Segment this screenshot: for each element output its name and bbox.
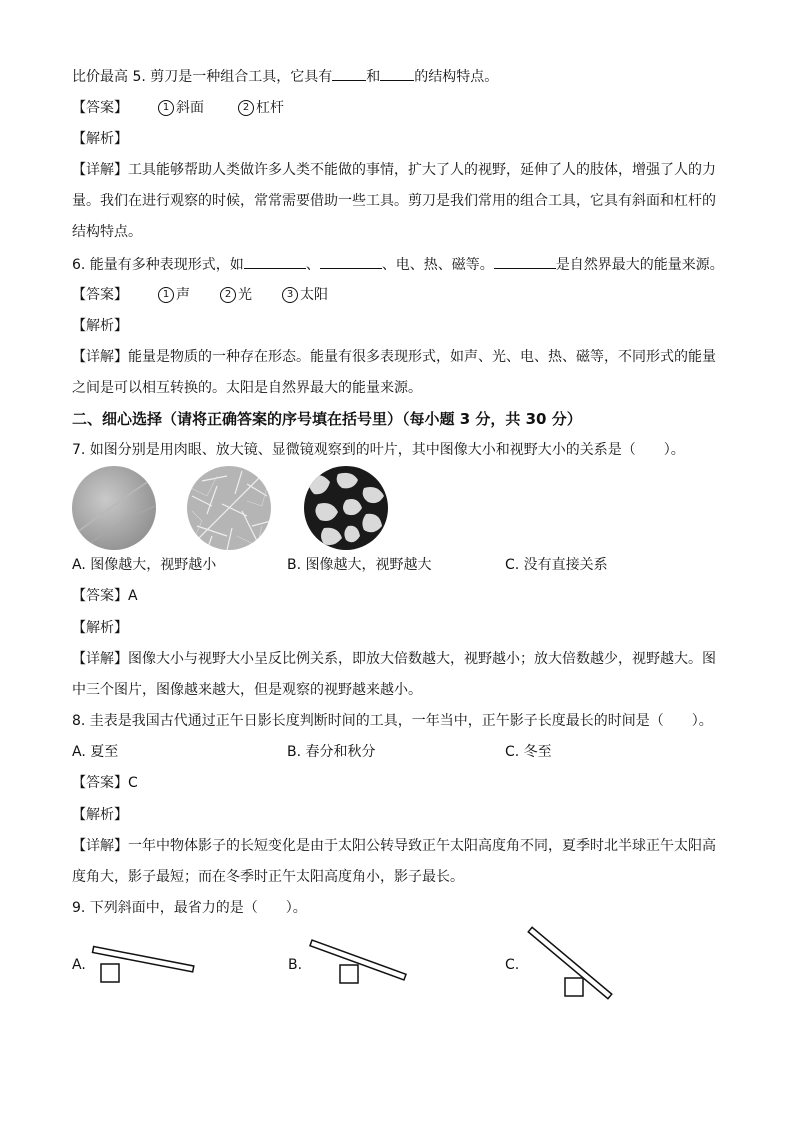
q9-option-b-label: B. (288, 957, 303, 973)
q5-detail-1 (72, 160, 716, 180)
q7-stem: 7. 如图分别是用肉眼、放大镜、显微镜观察到的叶片，其中图像大小和视野大小的关系是（ ）。 (72, 442, 685, 458)
q8-detail-2: 度角大，影子最短；而在冬季时正午太阳高度角小，影子最长。 (72, 869, 464, 885)
q5-stem-text: 比价最高 5. 剪刀是一种组合工具，它具有 (72, 69, 333, 85)
answer-value: 声 (176, 287, 190, 303)
q9-incline-b-figure (306, 934, 410, 990)
q9-incline-a-figure (86, 940, 198, 986)
answer-tag: 【答案】 (72, 588, 128, 604)
q8-stem: 8. 圭表是我国古代通过正午日影长度判断时间的工具，一年当中，正午影子长度最长的时间是（ ）。 (72, 713, 713, 729)
leaf-microscope-image (304, 466, 388, 550)
q5-detail-2: 量。我们在进行观察的时候，常常需要借助一些工具。剪刀是我们常用的组合工具，它具有斜面和杠杆的 (72, 193, 716, 209)
q6-stem-end: 是自然界最大的能量来源。 (555, 257, 724, 273)
q5-stem-mid: 和 (366, 69, 381, 85)
answer-value: C (128, 775, 138, 791)
answer-tag: 【答案】 (72, 775, 128, 791)
q5-stem (72, 66, 498, 87)
q5-answer (72, 98, 284, 118)
q7-option-c: C. 没有直接关系 (505, 557, 608, 573)
q6-stem (72, 254, 724, 275)
answer-value: 斜面 (176, 100, 204, 116)
answer-value: 太阳 (300, 287, 328, 303)
circled-number: 1 (158, 287, 174, 303)
q9-stem: 9. 下列斜面中，最省力的是（ ）。 (72, 900, 307, 916)
q9-incline-c-figure (524, 926, 616, 1000)
q5-detail-3: 结构特点。 (72, 224, 142, 240)
q9-option-a-label: A. (72, 957, 86, 973)
q8-answer (72, 773, 138, 793)
q6-answer (72, 285, 328, 305)
q5-stem-end: 的结构特点。 (414, 69, 499, 85)
answer-value: 杠杆 (256, 100, 284, 116)
q5-blank-2 (380, 66, 414, 81)
detail-tag: 【详解】 (72, 838, 128, 854)
q7-option-b: B. 图像越大，视野越大 (287, 557, 432, 573)
leaf-naked-eye-image (72, 466, 156, 550)
detail-tag: 【详解】 (72, 651, 128, 667)
circled-number: 1 (158, 100, 174, 116)
analysis-tag: 【解析】 (72, 318, 128, 334)
circled-number: 2 (220, 287, 236, 303)
q7-detail-1 (72, 649, 716, 669)
q6-blank-3 (494, 254, 556, 269)
leaf-magnifier-image (187, 466, 271, 550)
analysis-tag: 【解析】 (72, 620, 128, 636)
analysis-tag: 【解析】 (72, 807, 128, 823)
analysis-tag: 【解析】 (72, 131, 128, 147)
q7-answer (72, 586, 138, 606)
q6-stem-start: 6. 能量有多种表现形式，如 (72, 257, 244, 273)
detail-text: 图像大小与视野大小呈反比例关系，即放大倍数越大，视野越小；放大倍数越少，视野越大。图 (128, 651, 716, 667)
answer-value: 光 (238, 287, 252, 303)
detail-text: 能量是物质的一种存在形态。能量有很多表现形式，如声、光、电、热、磁等，不同形式的能量 (128, 349, 716, 365)
detail-text: 一年中物体影子的长短变化是由于太阳公转导致正午太阳高度角不同，夏季时北半球正午太阳高 (128, 838, 716, 854)
q7-detail-2: 中三个图片，图像越来越大，但是观察的视野越来越小。 (72, 682, 422, 698)
answer-tag: 【答案】 (72, 100, 128, 116)
q5-blank-1 (332, 66, 366, 81)
q8-option-b: B. 春分和秋分 (287, 744, 376, 760)
q6-blank-1 (244, 254, 306, 269)
q7-option-a: A. 图像越大，视野越小 (72, 557, 217, 573)
circled-number: 2 (238, 100, 254, 116)
detail-text: 工具能够帮助人类做许多人类不能做的事情，扩大了人的视野，延伸了人的肢体，增强了人的力 (128, 162, 716, 178)
answer-tag: 【答案】 (72, 287, 128, 303)
q8-detail-1 (72, 836, 716, 856)
q6-detail-2: 之间是可以相互转换的。太阳是自然界最大的能量来源。 (72, 380, 422, 396)
section-heading: 二、细心选择（请将正确答案的序号填在括号里）（每小题 3 分，共 30 分） (72, 410, 582, 428)
circled-number: 3 (282, 287, 298, 303)
detail-tag: 【详解】 (72, 162, 128, 178)
q6-stem-mid: 、电、热、磁等。 (381, 257, 494, 273)
q9-option-c-label: C. (505, 957, 520, 973)
q6-blank-2 (320, 254, 382, 269)
q8-option-c: C. 冬至 (505, 744, 552, 760)
q6-detail-1 (72, 347, 716, 367)
q6-stem-sep: 、 (305, 257, 320, 273)
answer-value: A (128, 588, 138, 604)
detail-tag: 【详解】 (72, 349, 128, 365)
q8-option-a: A. 夏至 (72, 744, 119, 760)
